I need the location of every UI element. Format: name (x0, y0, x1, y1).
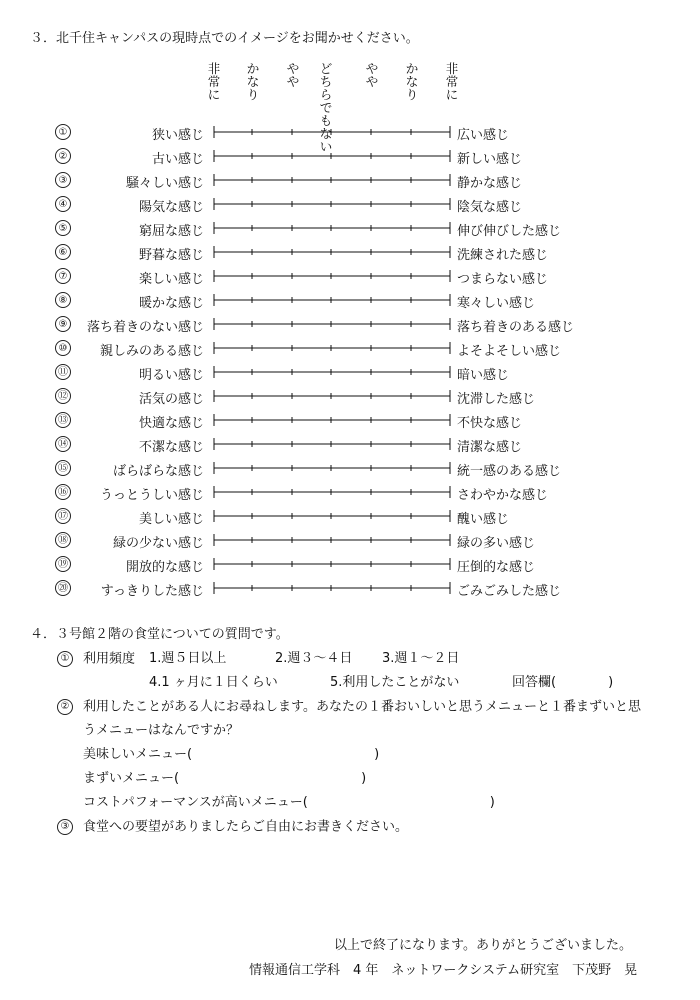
rating-row (0, 340, 700, 364)
q4-sub1-number: ① (57, 651, 73, 667)
frequency-option-2: 2.週３～４日 (275, 651, 353, 666)
right-adjective: 清潔な感じ (457, 440, 523, 455)
bad-menu-field[interactable]: まずいメニュー( ) (83, 771, 367, 786)
scale-header-char: 非 (445, 61, 459, 76)
item-number: ④ (55, 196, 71, 212)
left-adjective: 緑の少ない感じ (112, 536, 204, 551)
scale-header-very-right (444, 62, 460, 101)
scale-header-fairly-right (404, 62, 420, 101)
q4-frequency (57, 651, 135, 668)
rating-scale[interactable] (210, 556, 456, 572)
right-adjective: 沈滞した感じ (457, 392, 536, 407)
left-adjective: 親しみのある感じ (99, 344, 204, 359)
item-number: ⑬ (55, 412, 71, 428)
q4-sub3-text: 食堂への要望がありましたらご自由にお書きください。 (83, 819, 409, 835)
right-adjective: 寒々しい感じ (457, 296, 536, 311)
rating-scale[interactable] (210, 436, 456, 452)
right-adjective: 緑の多い感じ (457, 536, 536, 551)
left-adjective: ばらばらな感じ (112, 464, 204, 479)
scale-header-char: や (365, 74, 379, 89)
scale-header-char: 非 (207, 61, 221, 76)
frequency-option-1: 1.週５日以上 (149, 651, 227, 666)
author-affiliation: 情報通信工学科 4 年 ネットワークシステム研究室 下茂野 晃 (249, 963, 638, 978)
right-adjective: 陰気な感じ (457, 200, 523, 215)
scale-header-char: に (445, 87, 459, 102)
left-adjective: 落ち着きのない感じ (86, 320, 204, 335)
scale-header-char: 常 (445, 74, 459, 89)
scale-header-char: ち (319, 74, 333, 89)
item-number: ② (55, 148, 71, 164)
rating-row (0, 196, 700, 220)
scale-header-char: や (286, 61, 300, 76)
rating-scale[interactable] (210, 172, 456, 188)
item-number: ⑲ (55, 556, 71, 572)
rating-row (0, 580, 700, 604)
rating-scale[interactable] (210, 580, 456, 596)
left-adjective: すっきりした感じ (100, 584, 204, 599)
rating-row (0, 532, 700, 556)
right-adjective: つまらない感じ (457, 272, 549, 287)
item-number: ⑥ (55, 244, 71, 260)
rating-scale[interactable] (210, 340, 456, 356)
item-number: ⑱ (55, 532, 71, 548)
tasty-menu-field[interactable]: 美味しいメニュー( ) (83, 747, 380, 762)
rating-row (0, 484, 700, 508)
left-adjective: 快適な感じ (138, 416, 204, 431)
item-number: ⑪ (55, 364, 71, 380)
item-number: ① (55, 124, 71, 140)
scale-header-char: い (319, 139, 333, 154)
q4-sub2 (57, 699, 641, 716)
rating-row (0, 316, 700, 340)
left-adjective: 活気の感じ (138, 392, 204, 407)
q4-sub3 (57, 819, 408, 836)
right-adjective: 落ち着きのある感じ (457, 320, 575, 335)
item-number: ⑮ (55, 460, 71, 476)
right-adjective: 不快な感じ (457, 416, 523, 431)
left-adjective: 明るい感じ (138, 368, 204, 383)
rating-scale[interactable] (210, 460, 456, 476)
scale-header-char: 常 (207, 74, 221, 89)
rating-row (0, 220, 700, 244)
left-adjective: 狭い感じ (151, 128, 204, 143)
rating-scale[interactable] (210, 364, 456, 380)
rating-row (0, 148, 700, 172)
scale-header-char: や (286, 74, 300, 89)
rating-row (0, 124, 700, 148)
item-number: ⑨ (55, 316, 71, 332)
question-3-title: ３．北千住キャンパスの現時点でのイメージをお聞かせください。 (30, 31, 419, 46)
rating-row (0, 388, 700, 412)
right-adjective: 統一感のある感じ (457, 464, 562, 479)
scale-header-char: ら (319, 87, 333, 102)
item-number: ⑧ (55, 292, 71, 308)
item-number: ⑳ (55, 580, 71, 596)
rating-row (0, 364, 700, 388)
item-number: ⑩ (55, 340, 71, 356)
question-4-title: ４．３号館２階の食堂についての質問です。 (30, 627, 289, 642)
q4-sub2-number: ② (57, 699, 73, 715)
frequency-option-4: 4.1 ヶ月に１日くらい (149, 675, 278, 690)
scale-header-char: に (207, 87, 221, 102)
right-adjective: さわやかな感じ (457, 488, 549, 503)
item-number: ⑰ (55, 508, 71, 524)
scale-header-char: か (246, 61, 260, 76)
right-adjective: 伸び伸びした感じ (457, 224, 562, 239)
frequency-option-5: 5.利用したことがない (330, 675, 460, 690)
right-adjective: よそよそしい感じ (457, 344, 562, 359)
rating-scale[interactable] (210, 220, 456, 236)
rating-scale[interactable] (210, 532, 456, 548)
right-adjective: 広い感じ (457, 128, 510, 143)
left-adjective: 不潔な感じ (138, 440, 204, 455)
rating-row (0, 436, 700, 460)
left-adjective: 野暮な感じ (138, 248, 204, 263)
scale-header-char: か (405, 61, 419, 76)
left-adjective: 暖かな感じ (138, 296, 204, 311)
item-number: ⑦ (55, 268, 71, 284)
closing-thanks: 以上で終了になります。ありがとうございました。 (334, 938, 632, 953)
scale-header-char: も (319, 113, 333, 128)
rating-scale[interactable] (210, 148, 456, 164)
left-adjective: 開放的な感じ (125, 560, 204, 575)
right-adjective: 暗い感じ (457, 368, 510, 383)
rating-scale[interactable] (210, 484, 456, 500)
scale-header-very-left (206, 62, 222, 101)
rating-row (0, 460, 700, 484)
frequency-option-3: 3.週１～２日 (382, 651, 460, 666)
rating-scale[interactable] (210, 388, 456, 404)
scale-header-fairly-left (245, 62, 261, 101)
item-number: ⑤ (55, 220, 71, 236)
rating-row (0, 244, 700, 268)
scale-header-char: ど (319, 61, 333, 76)
rating-scale[interactable] (210, 508, 456, 524)
left-adjective: 美しい感じ (138, 512, 204, 527)
frequency-label: 利用頻度 (83, 651, 136, 667)
scale-header-char: な (405, 74, 419, 89)
item-number: ⑫ (55, 388, 71, 404)
left-adjective: 騒々しい感じ (125, 176, 204, 191)
item-number: ③ (55, 172, 71, 188)
left-adjective: 古い感じ (151, 152, 204, 167)
rating-row (0, 412, 700, 436)
rating-scale[interactable] (210, 268, 456, 284)
scale-header-char: り (405, 87, 419, 102)
answer-field[interactable]: 回答欄( ) (512, 675, 614, 690)
rating-row (0, 172, 700, 196)
rating-scale[interactable] (210, 124, 456, 140)
q4-sub2-line2: うメニューはなんですか？ (83, 723, 240, 738)
item-number: ⑯ (55, 484, 71, 500)
scale-header-char: り (246, 87, 260, 102)
q4-sub2-line1: 利用したことがある人にお尋ねします。あなたの１番おいしいと思うメニューと１番まずいと思 (83, 699, 641, 715)
rating-scale[interactable] (210, 316, 456, 332)
q4-sub3-number: ③ (57, 819, 73, 835)
scale-header-char: な (246, 74, 260, 89)
scale-header-somewhat-right (364, 62, 380, 88)
left-adjective: 窮屈な感じ (138, 224, 204, 239)
scale-header-char: で (319, 100, 333, 115)
rating-row (0, 268, 700, 292)
rating-row (0, 508, 700, 532)
right-adjective: 新しい感じ (457, 152, 523, 167)
scale-header-somewhat-left (285, 62, 301, 88)
cost-performance-field[interactable]: コストパフォーマンスが高いメニュー( ) (83, 795, 495, 810)
rating-scale[interactable] (210, 244, 456, 260)
right-adjective: 洗練された感じ (457, 248, 549, 263)
rating-scale[interactable] (210, 292, 456, 308)
left-adjective: 陽気な感じ (138, 200, 204, 215)
left-adjective: うっとうしい感じ (99, 488, 204, 503)
scale-header-char: な (319, 126, 333, 141)
rating-scale[interactable] (210, 412, 456, 428)
right-adjective: 圧倒的な感じ (457, 560, 536, 575)
left-adjective: 楽しい感じ (138, 272, 204, 287)
right-adjective: 醜い感じ (457, 512, 510, 527)
right-adjective: ごみごみした感じ (457, 584, 562, 599)
scale-header-char: や (365, 61, 379, 76)
rating-row (0, 556, 700, 580)
item-number: ⑭ (55, 436, 71, 452)
rating-scale[interactable] (210, 196, 456, 212)
right-adjective: 静かな感じ (457, 176, 523, 191)
rating-row (0, 292, 700, 316)
